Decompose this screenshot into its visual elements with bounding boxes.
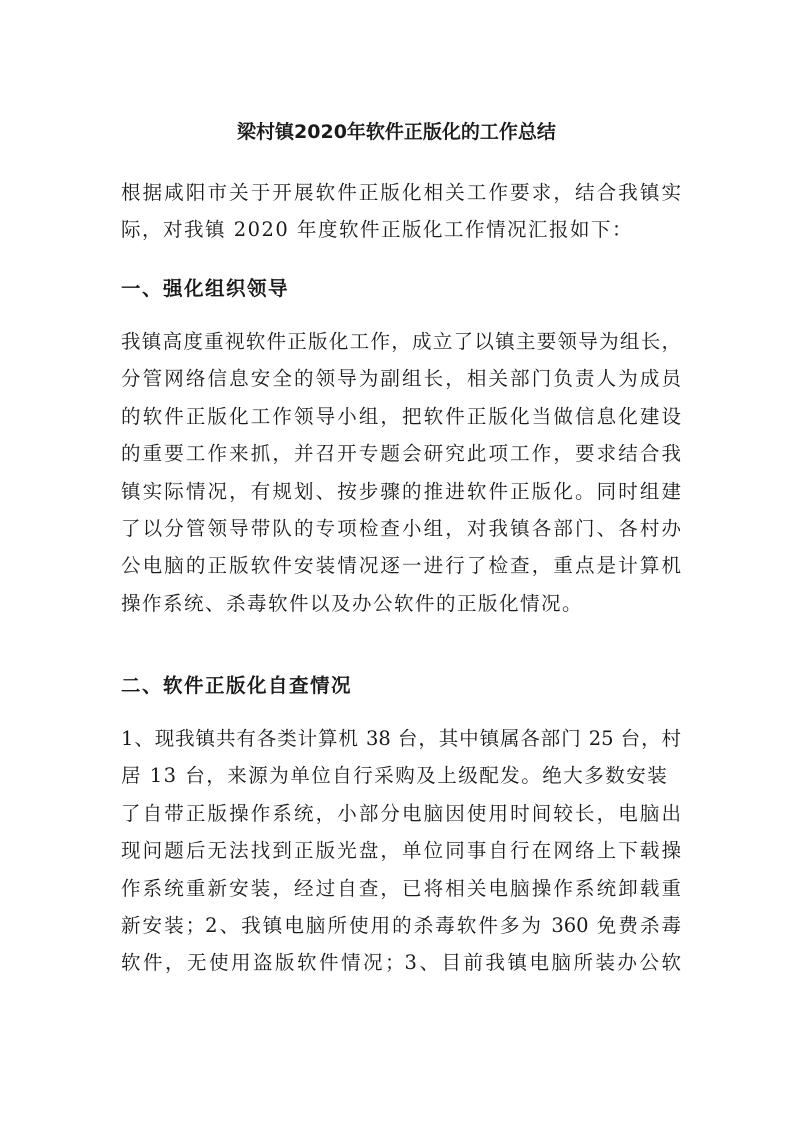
- paragraph-line: 新安装；2、我镇电脑所使用的杀毒软件多为 360 免费杀毒: [121, 913, 681, 937]
- section-heading-self-check: 二、软件正版化自查情况: [121, 674, 353, 697]
- paragraph-line: 作系统重新安装，经过自查，已将相关电脑操作系统卸载重: [121, 876, 681, 900]
- intro-line: 根据咸阳市关于开展软件正版化相关工作要求，结合我镇实: [121, 181, 681, 204]
- paragraph-line: 分管网络信息安全的领导为副组长，相关部门负责人为成员: [121, 367, 681, 391]
- paragraph-line: 现问题后无法找到正版光盘，单位同事自行在网络上下载操: [121, 839, 681, 863]
- paragraph-line: 了以分管领导带队的专项检查小组，对我镇各部门、各村办: [121, 516, 681, 540]
- intro-paragraph: [121, 174, 681, 249]
- intro-line: 际，对我镇 2020 年度软件正版化工作情况汇报如下：: [121, 218, 634, 242]
- section-heading-leadership: 一、强化组织领导: [121, 277, 290, 300]
- paragraph-line: 的重要工作来抓，并召开专题会研究此项工作，要求结合我: [121, 442, 681, 466]
- paragraph-line: 镇实际情况，有规划、按步骤的推进软件正版化。同时组建: [121, 479, 681, 503]
- paragraph-line: 公电脑的正版软件安装情况逐一进行了检查，重点是计算机: [121, 554, 681, 578]
- paragraph-line: 的软件正版化工作领导小组，把软件正版化当做信息化建设: [121, 404, 681, 428]
- document-title: 梁村镇2020年软件正版化的工作总结: [237, 121, 556, 143]
- section-paragraph-self-check: [121, 720, 681, 982]
- section-paragraph-leadership: [121, 323, 681, 622]
- paragraph-line: 1、现我镇共有各类计算机 38 台，其中镇属各部门 25 台，村: [121, 727, 681, 750]
- paragraph-line: 我镇高度重视软件正版化工作，成立了以镇主要领导为组长，: [121, 330, 681, 353]
- paragraph-line: 居 13 台，来源为单位自行采购及上级配发。绝大多数安装: [121, 764, 669, 788]
- paragraph-line: 操作系统、杀毒软件以及办公软件的正版化情况。: [121, 591, 584, 615]
- paragraph-line: 了自带正版操作系统，小部分电脑因使用时间较长，电脑出: [121, 801, 681, 825]
- paragraph-line: 软件，无使用盗版软件情况；3、目前我镇电脑所装办公软: [121, 951, 681, 975]
